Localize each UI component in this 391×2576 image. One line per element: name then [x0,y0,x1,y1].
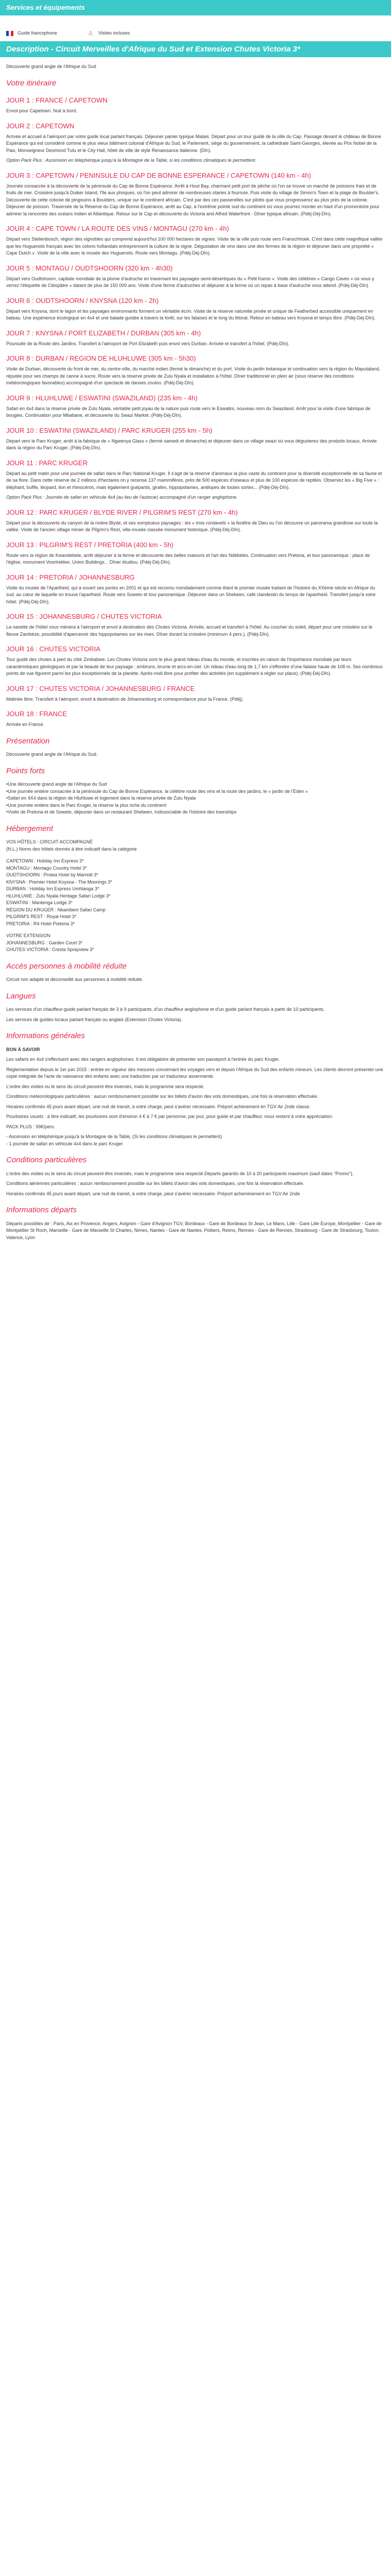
day-text: Arrivée en France. [6,722,45,727]
hebergement-title: Hébergement [6,824,53,833]
day-text: Départ au petit matin pour une journée de safari dans le Parc National Kruger. Il s'agit de la réserve d'animaux la plus vaste du continent pour la diversité exceptionnelle de sa faune et de sa flore. Dans cette réserve de 2 millions d'hectares on y recense 137 mammifères, près de 500 espèces d'oiseaux et plus de 100 espèces de reptiles. Observez les « Big Five » : éléphant, buffle, léopard, lion et rhinocéros, mais également guépards, girafes, hippopotames, antilopes de toutes sortes... (Pdéj-Déj-Dîn). [6,470,382,490]
day-2 [6,122,385,164]
day-18 [6,710,385,728]
day-text: Envol pour Capetown. Nuit à bord. [6,108,77,113]
day-17 [6,685,385,703]
day-text: Départ vers Stellenbosch, région des vignobles qui comprend aujourd'hui 100 000 hectares de vignes. Visite de la ville puis route vers Franschhoek. C'est dans cette magnifique vallée que les Huguenots français avec les colons hollandais entreprennent la culture de la vigne. Dégustation de vins dans une des fermes de la région et déjeuner dans une propriété « Cape Dutch ». Visite de la ville avec le musée des Huguenots. Route vers Montagu. (Pdéj-Déj-Dîn). [6,236,383,256]
service-label: Visites incluses [98,30,130,36]
hotel-line: ESWATINI : Mantenga Lodge 3* [6,900,73,905]
day-title: JOUR 9 : HLUHLUWE / ESWATINI (SWAZILAND) (235 km - 4h) [6,394,198,402]
day-10 [6,427,385,452]
hotel-line: RÉGION DU KRUGER : Nkambeni Safari Camp [6,907,106,912]
langues-title: Langues [6,991,36,1001]
day-4 [6,225,385,257]
infos-paragraph: - Ascension en téléphérique jusqu'à la Montagne de la Table, (Si les conditions climatiques le permettent) [6,1134,222,1139]
infos-paragraph: Conditions météorologiques particulières : aucun remboursement possible sur les billets d'avion des vols domestiques, une fois la réservation effectuée. [6,1094,318,1099]
infos-paragraph: Les safaris en 4x4 s'effectuent avec des rangers anglophones. Il est obligatoire de présenter son passeport à l'entrée du parc Kruger. [6,1057,280,1062]
hotel-line: CHUTES VICTORIA : Cresta Sprayview 3* [6,947,94,952]
day-title: JOUR 1 : FRANCE / CAPETOWN [6,96,108,104]
infos-generales-subtitle: BON À SAVOIR [6,1046,40,1052]
service-item-visits [88,26,130,41]
visit-person-icon: ♙ [88,30,93,37]
description-header [0,41,391,57]
description-intro: Découverte grand angle de l'Afrique du Sud [6,64,96,69]
description-title: Description - Circuit Merveilles d'Afrique du Sud et Extension Chutes Victoria 3* [6,45,300,54]
hotel-line: HLUHLUWE : Zulu Nyala Heritage Safari Lodge 3* [6,893,111,899]
day-13 [6,541,385,566]
infos-paragraph: Pourboires usuels : à titre indicatif, les pourboires sont d'environ 4 € à 7 € par personne, par jour, pour guide et par chauffeur, nous restent à votre appréciation. [6,1114,333,1119]
day-text: Départ vers Knysna, dont le lagon et les paysages environnants forment un véritable écrin. Visite de la réserve naturelle privée et unique de Featherbed accessible uniquement en bateau. Une expérience écologique en 4x4 et une balade guidée à travers la forêt, sur les falaises et le long du littoral. Retour en bateau vers Knysna et temps libre. (Pdéj-Déj-Dîn). [6,308,376,320]
day-5 [6,264,385,290]
hotel-line: OUDTSHOORN : Protea Hotel by Marriott 3* [6,872,99,877]
day-title: JOUR 4 : CAPE TOWN / LA ROUTE DES VINS / MONTAGU (270 km - 4h) [6,225,229,232]
day-title: JOUR 7 : KNYSNA / PORT ELIZABETH / DURBAN (305 km - 4h) [6,329,201,337]
day-text: Visite de Durban, découverte du front de mer, du centre-ville, du marché indien (fermé le dimanche) et du port. Visite du jardin botanique et continuation vers la région du Maputaland, réputée pour ses champs de canne à sucre. Route vers la réserve privée de Zulu Nyala et installation à l'hôtel. Dîner traditionnel en plein air (sous réserve des conditions météorologiques favorables) accompagné d'un spectacle de danses zoulou. (Pdéj-Déj-Dîn). [6,366,381,385]
day-text: Départ vers Oudtshoorn, capitale mondiale de la plume d'autruche en traversant les paysages semi-désertiques du « Petit Karoo ». Visite des célèbres « Cango Caves » où vous y verrez l'étiquette de Cléopâtre » datant de plus de 150 000 ans. Visite d'une ferme d'autruches et déjeuner à la ferme où un repas à base d'autruche vous attend. (Pdéj-Déj-Dîn). [6,276,374,288]
service-label: Guide francophone [18,30,57,36]
services-title: Services et équipements [6,4,85,11]
day-text: Matinée libre. Transfert à l'aéroport, envol à destination de Johannesburg et correspondance pour la France. (Pdéj). [6,696,244,702]
day-title: JOUR 6 : OUDTSHOORN / KNYSNA (120 km - 2h) [6,296,159,304]
presentation-text: Découverte grand angle de l'Afrique du Sud. [6,752,97,757]
hotel-line: JOHANNESBURG : Garden Court 3* [6,940,83,945]
day-11 [6,459,385,501]
acces-title: Accès personnes à mobilité réduite [6,961,127,971]
day-6 [6,297,385,322]
day-title: JOUR 13 : PILGRIM'S REST / PRETORIA (400 km - 5h) [6,540,174,549]
list-item: • Visite de Pretoria et de Soweto, déjeuner dans un restaurant Shebeen, indissociable de l'histoire des townships [6,809,385,816]
infos-departs-title: Informations départs [6,1206,77,1214]
conditions-title: Conditions particulières [6,1156,87,1164]
list-item: • Une journée entière dans le Parc Kruger, la réserve la plus riche du continent [6,802,385,809]
day-title: JOUR 11 : PARC KRUGER [6,459,88,467]
services-list [6,15,385,41]
hotel-line: MONTAGU : Montagu Country Hotel 3* [6,865,87,871]
points-forts-title: Points forts [6,766,45,775]
day-text: Safari en 4x4 dans la réserve privée de Zulu Nyala, véritable petit joyau de la nature puis route vers le Eswatini, nouveau nom du Swaziland. Arrêt pour la visite d'une fabrique de bougies. Continuation pour Mbabane, et découverte du Swazi Market. (Pdéj-Déj-Dîn). [6,405,371,418]
day-title: JOUR 5 : MONTAGU / OUDTSHOORN (320 km - 4h30) [6,264,173,272]
list-item: • Une découverte grand angle de l'Afrique du Sud [6,781,385,788]
day-title: JOUR 16 : CHUTES VICTORIA [6,645,101,653]
hebergement-list [6,839,385,954]
day-text: Départ pour la découverte du canyon de la rivière Blyde, et ses somptueux paysages : les « trois rondavels » la fenêtre de Dieu ou l'on découvre un panorama grandiose sur toute la vallée. Visite de l'ancien village minier de Pilgrim's Rest, ville-musée classée monument historique. (Pdéj-Déj-Dîn). [6,520,378,532]
flag-fr-icon [6,31,13,36]
day-title: JOUR 14 : PRETORIA / JOHANNESBURG [6,573,135,581]
day-title: JOUR 15 : JOHANNESBURG / CHUTES VICTORIA [6,613,162,620]
day-text: Route vers la région de Kwandebele, arrêt déjeuner à la ferme et découverte des belles maisons et l'art des Ndébélés. Continuation vers Pretoria, et tour panoramique : place de l'église, monument Voortrekker, Union Buildings... Dîner étudiou. (Pdéj-Déj-Dîn). [6,552,370,565]
infos-paragraph: Réglementation depuis le 1er juin 2015 : entrée en vigueur des mesures concernant les voyages vers et depuis l'Afrique du Sud des enfants mineurs. Les clients devront présenter une copie intégrale de l'acte de naissance des enfants avec une traduction par un traducteur assermenté. [6,1066,383,1079]
day-title: JOUR 10 : ESWATINI (SWAZILAND) / PARC KRUGER (255 km - 5h) [6,426,213,434]
day-title: JOUR 8 : DURBAN / REGION DE HLUHLUWE (305 km - 5h30) [6,354,196,362]
hotel-line: VOS HÔTELS : CIRCUIT ACCOMPAGNÉ [6,839,93,844]
hotel-line: CAPETOWN : Holiday Inn Express 3* [6,858,84,863]
day-title: JOUR 12 : PARC KRUGER / BLYDE RIVER / PILGRIM'S REST (270 km - 4h) [6,508,238,516]
day-15 [6,613,385,638]
infos-paragraph: L'ordre des visites ou le sens du circuit peuvent être inversés, mais le programme sera respecté. [6,1083,205,1089]
list-item: • Safari en 4X4 dans la région de Hluhluwe et logement dans la réserve privée de Zulu Nyala [6,795,385,802]
conditions-paragraph: L'ordre des visites ou le sens du circuit peuvent être inversés, mais le programme sera respecté.Départs garantis de 10 à 20 participants maximum (sauf dates "Promo"). [6,1171,354,1176]
day-title: JOUR 17 : CHUTES VICTORIA / JOHANNESBURG / FRANCE [6,684,195,692]
day-text: La navette de l'hôtel vous mènera à l'aéroport et envol à destination des Chutes Victoria. Arrivée, accueil et transfert à l'hôtel. Au coucher du soleil, départ pour une croisière sur le fleuve Zambèze, possibilité d'apercevoir des hippopotames sur les rives. Dîner durant la croisière (minimum 4 pers.). (Pdéj-Dîn). [6,624,372,637]
day-8 [6,354,385,387]
day-text: Poursuite de la Route des Jardins. Transfert à l'aéroport de Port Elizabeth puis envol vers Durban. Arrivée et transfert à l'hôtel. (Pdéj-Dîn). [6,341,289,346]
presentation-title: Présentation [6,736,50,745]
day-option: Option Pack Plus : Ascension en téléphérique jusqu'à la Montagne de la Table, si les conditions climatiques le permettent. [6,158,256,163]
hotel-line: PILGRIM'S REST : Royal Hotel 3* [6,914,77,919]
service-item-guide [6,26,57,41]
itinerary-title: Votre itinéraire [6,78,56,88]
infos-paragraph: Horaires confirmés 45 jours avant départ, une nuit de transit, à votre charge, peut s'avérer nécessaire. Préport achèvement en TGV Air 2nde classe. [6,1104,311,1109]
points-forts-list [6,781,385,816]
day-3 [6,172,385,218]
day-title: JOUR 2 : CAPETOWN [6,122,74,130]
day-text: Arrivée et accueil à l'aéroport par votre guide local parlant français. Déjeuner panier typique Malais. Départ pour un tour guidé de la ville du Cap. Passage devant le château de Bonne Espérance qui est considéré comme le plus vieux bâtiment colonial d'Afrique du Sud, le Parlement, siège du gouvernement, la cathédrale Saint-Georges, élevée au Prix Nobel de la Paix, Monseigneur Desmond Tutu et le City Hall, hôtel de ville de style Renaissance italienne. (Dîn). [6,133,381,153]
day-text: Visite du musée de l'Apartheid, qui a ouvert ses portes en 2001 et qui est reconnu mondialement comme étant le premier musée traitant de l'histoire du XXème siècle en Afrique du sud, au cœur de laquelle on trouve l'apartheid. Route vers Soweto et tour panoramique. Déjeuner dans un Shebeen, café clandestin du temps de l'apartheid. Transfert jusqu'à votre hôtel. (Pdéj-Déj-Dîn). [6,585,376,604]
services-header [0,0,391,15]
day-14 [6,573,385,606]
infos-generales-title: Informations générales [6,1031,85,1040]
langues-line: Les services de guides locaux parlant français ou anglais (Extension Chutes Victoria). [6,1016,183,1022]
infos-paragraph: PACK PLUS : 99€/pers. [6,1124,55,1129]
conditions-paragraph: Horaires confirmés 45 jours avant départ, une nuit de transit, à votre charge, peut s'avérer nécessaire. Préport acheminement en TGV Air 2nde [6,1191,300,1196]
day-1 [6,96,385,115]
day-text: Journée consacrée à la découverte de la péninsule du Cap de Bonne Espérance. Arrêt à Hout Bay, charmant petit port de pêche où l'on se trouve un marché de poissons frais et de fruits de mer. Croisière jusqu'à Duiker Island, l'île aux phoques, où l'on peut admirer de nombreuses otaries à fourrure. Puis visite du village de Simon's Town et la plage de Boulder's. Découverte de cette colonie de pingouins à Boulders, unique sur le continent africain. C'est par des ces passerelles sur pilotis que vous progresserez au plus près de la colonie. Déjeuner de poisson. Traversée de la Réserve du Cap de Bonne Espérance, arrêt au Cap, à l'extrême pointe sud du continent où vous pourrez monter en haut d'un promontoire pour admirer la rencontre des océans Indien et Atlantique. Retour sur le Cap et découverte du Victoria and Alfred Waterfront - Dîner typique africain. (Pdéj-Déj-Dîn). [6,183,380,216]
hotel-line: PRETORIA : R4 Hotel Pretoria 3* [6,921,75,926]
langues-line: Les services d'un chauffeur-guide parlant français de 3 à 9 participants, d'un chauffeur anglophone et d'un guide parlant français à partir de 10 participants. [6,1007,325,1012]
hotel-line: KNYSNA : Premier Hotel Knysna - The Moorings 3* [6,879,112,885]
day-option: Option Pack Plus : Journée de safari en véhicule 4x4 (au lieu de l'autocar) accompagné d'un ranger anglophone. [6,495,238,500]
hotel-line: (N.L.) Noms des hôtels donnés à titre indicatif dans la catégorie [6,846,137,852]
day-7 [6,329,385,348]
conditions-paragraph: Conditions aériennes particulières : aucun remboursement possible sur les billets d'avion des vols domestiques, une fois la réservation effectuée. [6,1181,304,1186]
hotel-line: DURBAN : Holiday Inn Express Umhlanga 3* [6,886,100,891]
acces-text: Circuit non adapté et déconseillé aux personnes à mobilité réduite. [6,977,143,982]
day-9 [6,394,385,419]
infos-departs-text: Départs possibles de : Paris, Aix en Provence, Angers, Avignon - Gare d'Avignon TGV, Bordeaux - Gare de Bordeaux St Jean, Le Mans, Lille - Gare Lille Europe, Montpellier - Gare de Montpellier St Roch, Marseille - Gare de Marseille St Charles, Nimes, Nantes - Gare de Nantes, Poitiers, Reims, Rennes - Gare de Rennes, Strasbourg - Gare de Strasbourg, Toulon, Valence, Lyon [6,1221,382,1240]
day-16 [6,645,385,677]
infos-paragraph: - 1 journée de safari en véhicule 4x4 dans le parc Kruger [6,1141,123,1146]
day-text: Départ vers le Parc Kruger, arrêt à la fabrique de « Ngwenya Glass » (fermé samedi et dimanche) et déjeuner dans un village swazi où vous dégusterez des produits locaux. Arrivée dans la région du Parc Kruger. (Pdéj-Déj-Dîn). [6,438,377,450]
day-title: JOUR 3 : CAPETOWN / PENINSULE DU CAP DE BONNE ESPERANCE / CAPETOWN (140 km - 4h) [6,171,311,179]
list-item: • Une journée entière consacrée à la péninsule du Cap de Bonne Espérance, la célèbre route des vins et la route des jardins, le « jardin de l'Eden » [6,788,385,795]
itinerary-days [6,96,385,728]
day-text: Tour guidé des chutes à pied du côté Zimbabwe. Les Chutes Victoria sont le plus grand rideau d'eau du monde, et inscrites en raison de l'importance mondiale par leurs caractéristiques géologiques et par la beauté de leur paysage : embruns, brume et arcs-en-ciel. Un rideau d'eau long de 1,7 km s'effondre d'une falaise haute de 108 m. Ses nombreux points de vue figurent parmi les plus exceptionnels de la planète. Après-midi libre pour profiter des activités (en supplément à régler sur place). (Pdéj-Déj-Dîn). [6,657,383,676]
hotel-line: VOTRE EXTENSION [6,933,51,938]
day-12 [6,509,385,534]
day-title: JOUR 18 : FRANCE [6,710,67,718]
